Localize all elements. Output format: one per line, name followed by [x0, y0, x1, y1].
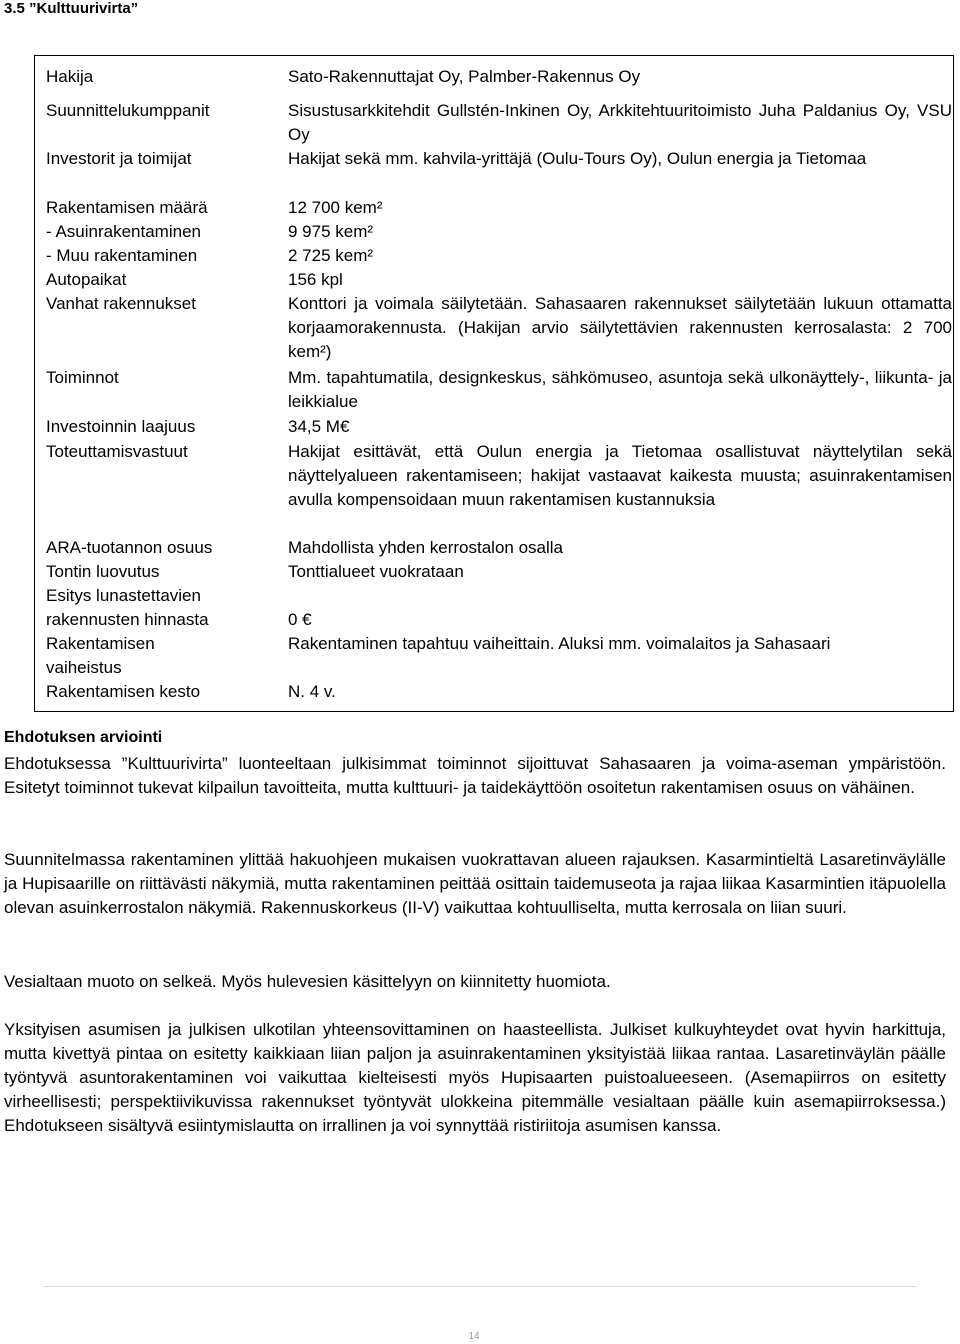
row-label: Autopaikat [46, 270, 127, 289]
row-label: Rakentamisen vaiheistus [46, 634, 155, 677]
row-label: Tontin luovutus [46, 562, 160, 581]
row-label: Investoinnin laajuus [46, 417, 196, 436]
row-label: Rakentamisen määrä [46, 198, 208, 217]
row-value: Rakentaminen tapahtuu vaiheittain. Aluksi mm. voimalaitos ja Sahasaari [288, 634, 831, 653]
evaluation-paragraph: Suunnitelmassa rakentaminen ylittää hakuohjeen mukaisen vuokrattavan alueen rajauksen. Kasarmintieltä Lasaretinväylälle ja Hupisaarille on riittävästi näkymiä, mutta rakentaminen peittää osittain taidemuseota ja rajaa liikaa Kasarmintien itäpuolella olevan asuinkerrostalon näkymiä. Rakennuskorkeus (II-V) vaikuttaa kohtuulliselta, mutta kerrosala on liian suuri. [4, 850, 946, 917]
evaluation-paragraph: Ehdotuksessa ”Kulttuurivirta” luonteeltaan julkisimmat toiminnot sijoittuvat Sahasaaren ja voima-aseman ympäristöön. Esitetyt toiminnot tukevat kilpailun tavoitteita, mutta kulttuuri- ja taidekäyttöön osoitetun rakentamisen osuus on vähäinen. [4, 754, 946, 797]
row-value: 9 975 kem² [288, 222, 374, 241]
row-value: 34,5 M€ [288, 417, 350, 436]
row-value: Sato-Rakennuttajat Oy, Palmber-Rakennus Oy [288, 67, 641, 86]
evaluation-paragraph: Yksityisen asumisen ja julkisen ulkotilan yhteensovittaminen on haasteellista. Julkiset kulkuyhteydet ovat hyvin harkittuja, mutta kivettyä pintaa on esitetty kaikkiaan liian paljon ja asuinrakentaminen yksityistää liikaa rantaa. Lasaretinväylän päälle työntyvä asuntorakentaminen voi vaikuttaa kielteisesti myös Hupisaarten puistoalueeseen. (Asemapiirros on esitetty virheellisesti; perspektiivikuvissa rakennukset työntyvät ulokkeina pitemmälle vesialtaan päälle kuin asemapiirroksessa.) Ehdotukseen sisältyvä esiintymislautta on irrallinen ja voi synnyttää ristiriitoja asumisen kanssa. [4, 1020, 946, 1135]
row-value: Tonttialueet vuokrataan [288, 562, 464, 581]
row-label: Toiminnot [46, 368, 119, 387]
row-value: 156 kpl [288, 270, 343, 289]
page-number: 14 [468, 1331, 480, 1342]
row-label: Vanhat rakennukset [46, 294, 196, 313]
row-value: 2 725 kem² [288, 246, 374, 265]
row-label: Investorit ja toimijat [46, 149, 192, 168]
row-value: N. 4 v. [288, 682, 336, 701]
footer-rule [44, 1286, 916, 1287]
row-label: ARA-tuotannon osuus [46, 538, 213, 557]
row-value: 0 € [288, 610, 312, 629]
row-label: Rakentamisen kesto [46, 682, 201, 701]
evaluation-title: Ehdotuksen arviointi [4, 729, 163, 746]
row-value: Konttori ja voimala säilytetään. Sahasaaren rakennukset säilytetään lukuun ottamatta korjaamorakennusta. (Hakijan arvio säilytettävien rakennusten kerrosalasta: 2 700 kem²) [288, 294, 952, 361]
row-label: - Muu rakentaminen [46, 246, 198, 265]
row-value: 12 700 kem² [288, 198, 383, 217]
row-label: Hakija [46, 67, 94, 86]
row-value: Mahdollista yhden kerrostalon osalla [288, 538, 563, 557]
row-value: Sisustusarkkitehdit Gullstén-Inkinen Oy, Arkkitehtuuritoimisto Juha Paldanius Oy, VSU Oy [288, 101, 952, 144]
row-label: Toteuttamisvastuut [46, 442, 188, 461]
evaluation-paragraph: Vesialtaan muoto on selkeä. Myös hulevesien käsittelyyn on kiinnitetty huomiota. [4, 972, 611, 991]
row-label: Esitys lunastettavien rakennusten hinnasta [46, 586, 209, 629]
section-heading: 3.5 ”Kulttuurivirta” [4, 0, 139, 17]
row-value: Mm. tapahtumatila, designkeskus, sähkömuseo, asuntoja sekä ulkonäyttely-, liikunta- ja leikkialue [288, 368, 952, 411]
row-label: - Asuinrakentaminen [46, 222, 201, 241]
row-value: Hakijat sekä mm. kahvila-yrittäjä (Oulu-Tours Oy), Oulun energia ja Tietomaa [288, 149, 867, 168]
row-value: Hakijat esittävät, että Oulun energia ja Tietomaa osallistuvat näyttelytilan sekä näyttelyalueen rakentamiseen; hakijat vastaavat kaikesta muusta; asuinrakentamisen avulla kompensoidaan muun rakentamisen kustannuksia [288, 442, 952, 509]
row-label: Suunnittelukumppanit [46, 101, 210, 120]
